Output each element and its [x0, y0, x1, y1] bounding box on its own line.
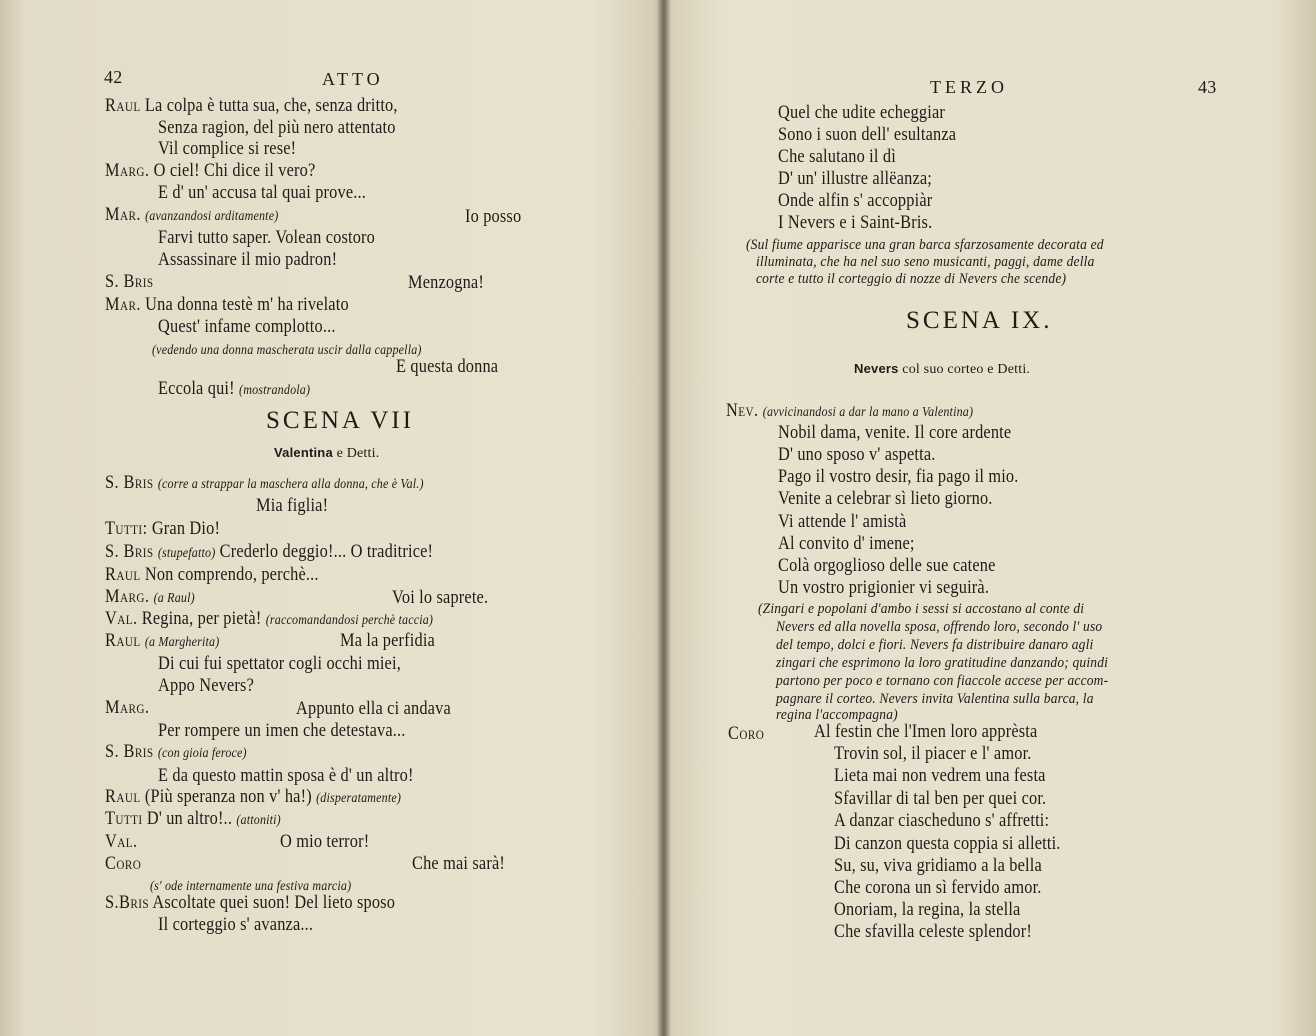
scene-subtitle: Nevers col suo corteo e Detti.	[854, 361, 1031, 377]
line: Tutti D' un altro!.. (attoniti)	[105, 808, 281, 829]
line: Di canzon questa coppia si alletti.	[834, 833, 1061, 854]
line: Assassinare il mio padron!	[158, 249, 338, 270]
line: Vil complice si rese!	[158, 138, 297, 159]
stage-direction: zingari che esprimono la loro gratitudine danzando; quindi	[776, 655, 1109, 671]
line: A danzar ciascheduno s' affretti:	[834, 810, 1050, 831]
running-head: TERZO	[930, 77, 1008, 97]
line: Sfavillar di tal ben per quei cor.	[834, 788, 1047, 809]
stage-direction: (vedendo una donna mascherata uscir dalla cappella)	[152, 343, 422, 358]
stage-direction: pagnare il corteo. Nevers invita Valentina sulla barca, la	[776, 691, 1094, 707]
line: Mar. (avanzandosi arditamente)	[105, 204, 279, 225]
speaker: Coro	[728, 723, 765, 744]
scene-title: SCENA IX.	[906, 307, 1053, 334]
line: Sono i suon dell' esultanza	[778, 124, 957, 145]
line: Vi attende l' amistà	[778, 511, 907, 532]
line: Per rompere un imen che detestava...	[158, 720, 406, 741]
line: Val. Regina, per pietà! (raccomandandosi perchè taccia)	[105, 608, 434, 629]
stage-direction: (Zingari e popolani d'ambo i sessi si accostano al conte di	[758, 601, 1085, 617]
stage-direction: corte e tutto il corteggio di nozze di Nevers che scende)	[756, 271, 1067, 287]
line: Trovin sol, il piacer e l' amor.	[834, 743, 1032, 764]
stage-direction: del tempo, dolci e fiori. Nevers fa distribuire danaro agli	[776, 637, 1094, 653]
line: S. Bris (stupefatto) Crederlo deggio!... O traditrice!	[105, 541, 434, 562]
line: Nev. (avvicinandosi a dar la mano a Valentina)	[726, 400, 974, 421]
line: Un vostro prigionier vi seguirà.	[778, 577, 990, 598]
line: Ma la perfidia	[340, 630, 435, 651]
line: Su, su, viva gridiamo a la bella	[834, 855, 1042, 876]
line: Che corona un sì fervido amor.	[834, 877, 1042, 898]
line: Quest' infame complotto...	[158, 316, 336, 337]
line: Appunto ella ci andava	[296, 698, 451, 719]
line: Di cui fui spettator cogli occhi miei,	[158, 653, 401, 674]
line: Senza ragion, del più nero attentato	[158, 117, 396, 138]
line: Venite a celebrar sì lieto giorno.	[778, 488, 993, 509]
line: Che salutano il dì	[778, 146, 896, 167]
line: Tutti: Gran Dio!	[105, 518, 221, 539]
line: S.Bris Ascoltate quei suon! Del lieto sposo	[105, 892, 396, 913]
line: D' un' illustre allëanza;	[778, 168, 933, 189]
line: Appo Nevers?	[158, 675, 254, 696]
running-head: ATTO	[322, 69, 384, 89]
page-number: 43	[1198, 77, 1217, 97]
speaker: S. Bris	[105, 271, 154, 292]
line: Raul (a Margherita)	[105, 630, 220, 651]
line: E da questo mattin sposa è d' un altro!	[158, 765, 414, 786]
line: Io posso	[465, 206, 522, 227]
line: Che sfavilla celeste splendor!	[834, 921, 1033, 942]
speaker: Marg.	[105, 697, 150, 718]
page-number: 42	[104, 67, 123, 87]
line: Mar. Una donna testè m' ha rivelato	[105, 294, 349, 315]
line: Al festin che l'Imen loro apprèsta	[814, 721, 1038, 742]
line: Il corteggio s' avanza...	[158, 914, 314, 935]
line: Nobil dama, venite. Il core ardente	[778, 422, 1012, 443]
line: Quel che udite echeggiar	[778, 102, 946, 123]
line: Che mai sarà!	[412, 853, 505, 874]
line: Al convito d' imene;	[778, 533, 915, 554]
line: Menzogna!	[408, 272, 484, 293]
line: Farvi tutto saper. Volean costoro	[158, 227, 376, 248]
stage-direction: (Sul fiume apparisce una gran barca sfarzosamente decorata ed	[746, 237, 1104, 253]
line: Pago il vostro desir, fia pago il mio.	[778, 466, 1019, 487]
line: O mio terror!	[280, 831, 370, 852]
line: Onde alfin s' accoppiàr	[778, 190, 933, 211]
stage-direction: illuminata, che ha nel suo seno musicanti, paggi, dame della	[756, 254, 1095, 270]
right-page	[668, 0, 1316, 1036]
line: I Nevers e i Saint-Bris.	[778, 212, 933, 233]
line: Colà orgoglioso delle sue catene	[778, 555, 996, 576]
scene-subtitle: Valentina e Detti.	[274, 445, 380, 461]
line: Raul (Più speranza non v' ha!) (disperatamente)	[105, 786, 402, 807]
line: S. Bris (corre a strappar la maschera alla donna, che è Val.)	[105, 472, 424, 493]
stage-direction: regina l'accompagna)	[776, 707, 898, 723]
line: Lieta mai non vedrem una festa	[834, 765, 1046, 786]
line: Voi lo saprete.	[392, 587, 489, 608]
line: Raul La colpa è tutta sua, che, senza dritto,	[105, 95, 398, 116]
line: Raul Non comprendo, perchè...	[105, 564, 319, 585]
speaker: Val.	[105, 831, 138, 852]
line: E questa donna	[396, 356, 499, 377]
line: Onoriam, la regina, la stella	[834, 899, 1021, 920]
line: Eccola qui! (mostrandola)	[158, 378, 311, 399]
line: S. Bris (con gioia feroce)	[105, 741, 247, 762]
stage-direction: Nevers ed alla novella sposa, offrendo loro, secondo l' uso	[776, 619, 1103, 635]
speaker: Coro	[105, 853, 142, 874]
scene-title: SCENA VII	[266, 407, 415, 434]
line: Marg. (a Raul)	[105, 586, 195, 607]
stage-direction: partono per poco e tornano con fiaccole accese per accom-	[776, 673, 1109, 689]
line: E d' un' accusa tal quai prove...	[158, 182, 367, 203]
line: D' uno sposo v' aspetta.	[778, 444, 936, 465]
line: Mia figlia!	[256, 495, 329, 516]
line: Marg. O ciel! Chi dice il vero?	[105, 160, 316, 181]
stage-direction: (s' ode internamente una festiva marcia)	[150, 879, 352, 894]
